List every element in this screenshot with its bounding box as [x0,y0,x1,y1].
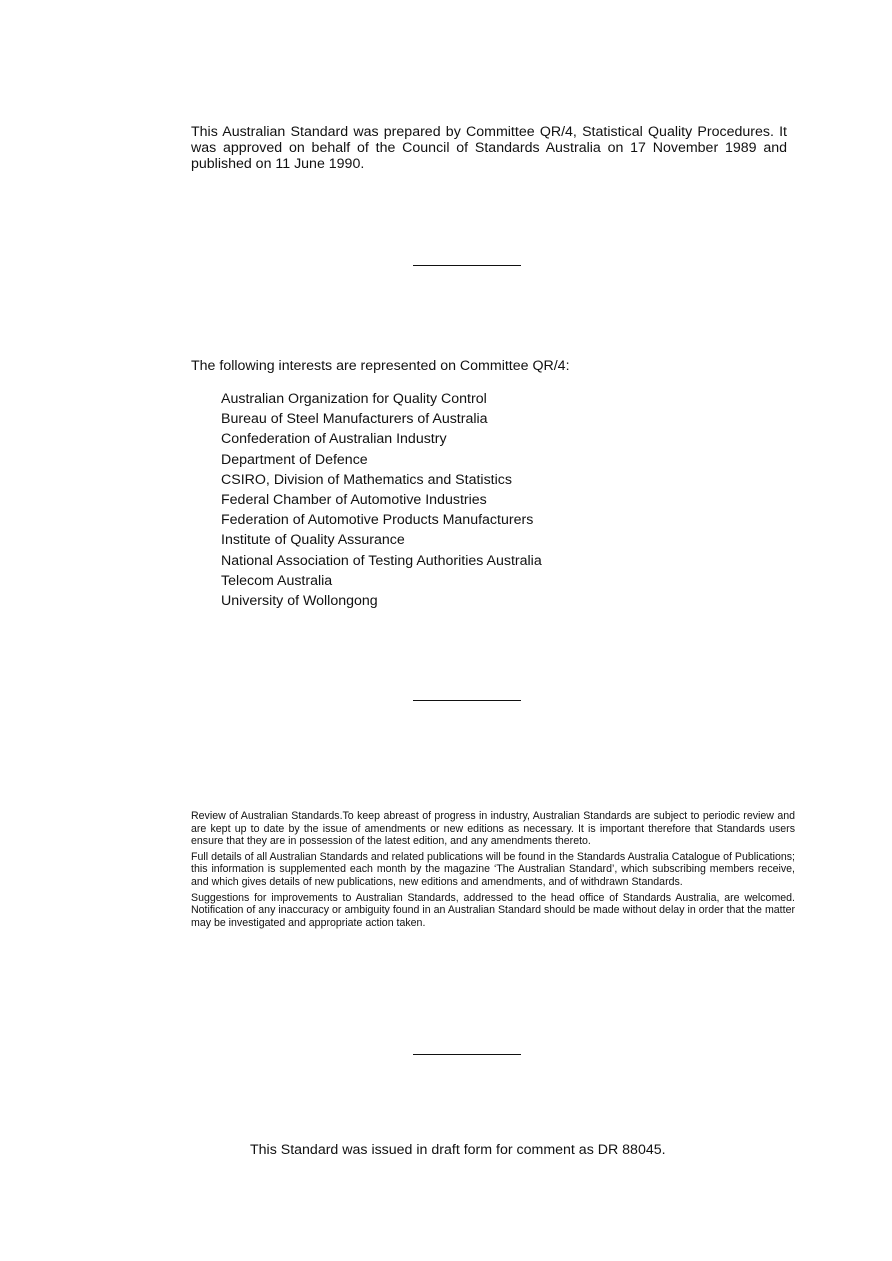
interest-item: Federal Chamber of Automotive Industries [221,492,487,509]
interest-item: Department of Defence [221,451,368,468]
review-paragraph: Suggestions for improvements to Australian Standards, addressed to the head office of Standards Australia, are welcomed. Notification of any inaccuracy or ambiguity found in an Australian Standard should be made without delay in order that the matter may be investigated and appropriate action taken. [191,891,795,929]
interests-list [221,389,542,611]
interest-item: National Association of Testing Authorities Australia [221,552,542,569]
interests-heading: The following interests are represented on Committee QR/4: [191,358,570,374]
section-divider [413,1054,521,1055]
review-paragraph: Review of Australian Standards.To keep abreast of progress in industry, Australian Standards are subject to periodic review and are kept up to date by the issue of amendments or new editions as necessary. It is important therefore that Standards users ensure that they are in possession of the latest edition, and any amendments thereto. [191,810,795,848]
interest-item: Australian Organization for Quality Control [221,391,487,407]
section-divider [413,700,521,701]
section-divider [413,265,521,266]
draft-note: This Standard was issued in draft form for comment as DR 88045. [250,1142,666,1158]
preparation-statement: This Australian Standard was prepared by Committee QR/4, Statistical Quality Procedures. It was approved on behalf of the Council of Standards Australia on 17 November 1989 and published on 11 June 1990. [191,124,787,172]
interest-item: Confederation of Australian Industry [221,431,447,448]
interest-item: University of Wollongong [221,593,378,610]
interest-item: Institute of Quality Assurance [221,532,405,549]
interest-item: Federation of Automotive Products Manufacturers [221,512,534,529]
interest-item: Bureau of Steel Manufacturers of Australia [221,411,488,428]
review-notice [191,810,795,932]
review-paragraph: Full details of all Australian Standards and related publications will be found in the Standards Australia Catalogue of Publications; this information is supplemented each month by the magazine ‘The Australian Standard’, which subscribing members receive, and which gives details of new publications, new editions and amendments, and of withdrawn Standards. [191,850,795,888]
interest-item: Telecom Australia [221,572,333,589]
interest-item: CSIRO, Division of Mathematics and Statistics [221,471,512,488]
